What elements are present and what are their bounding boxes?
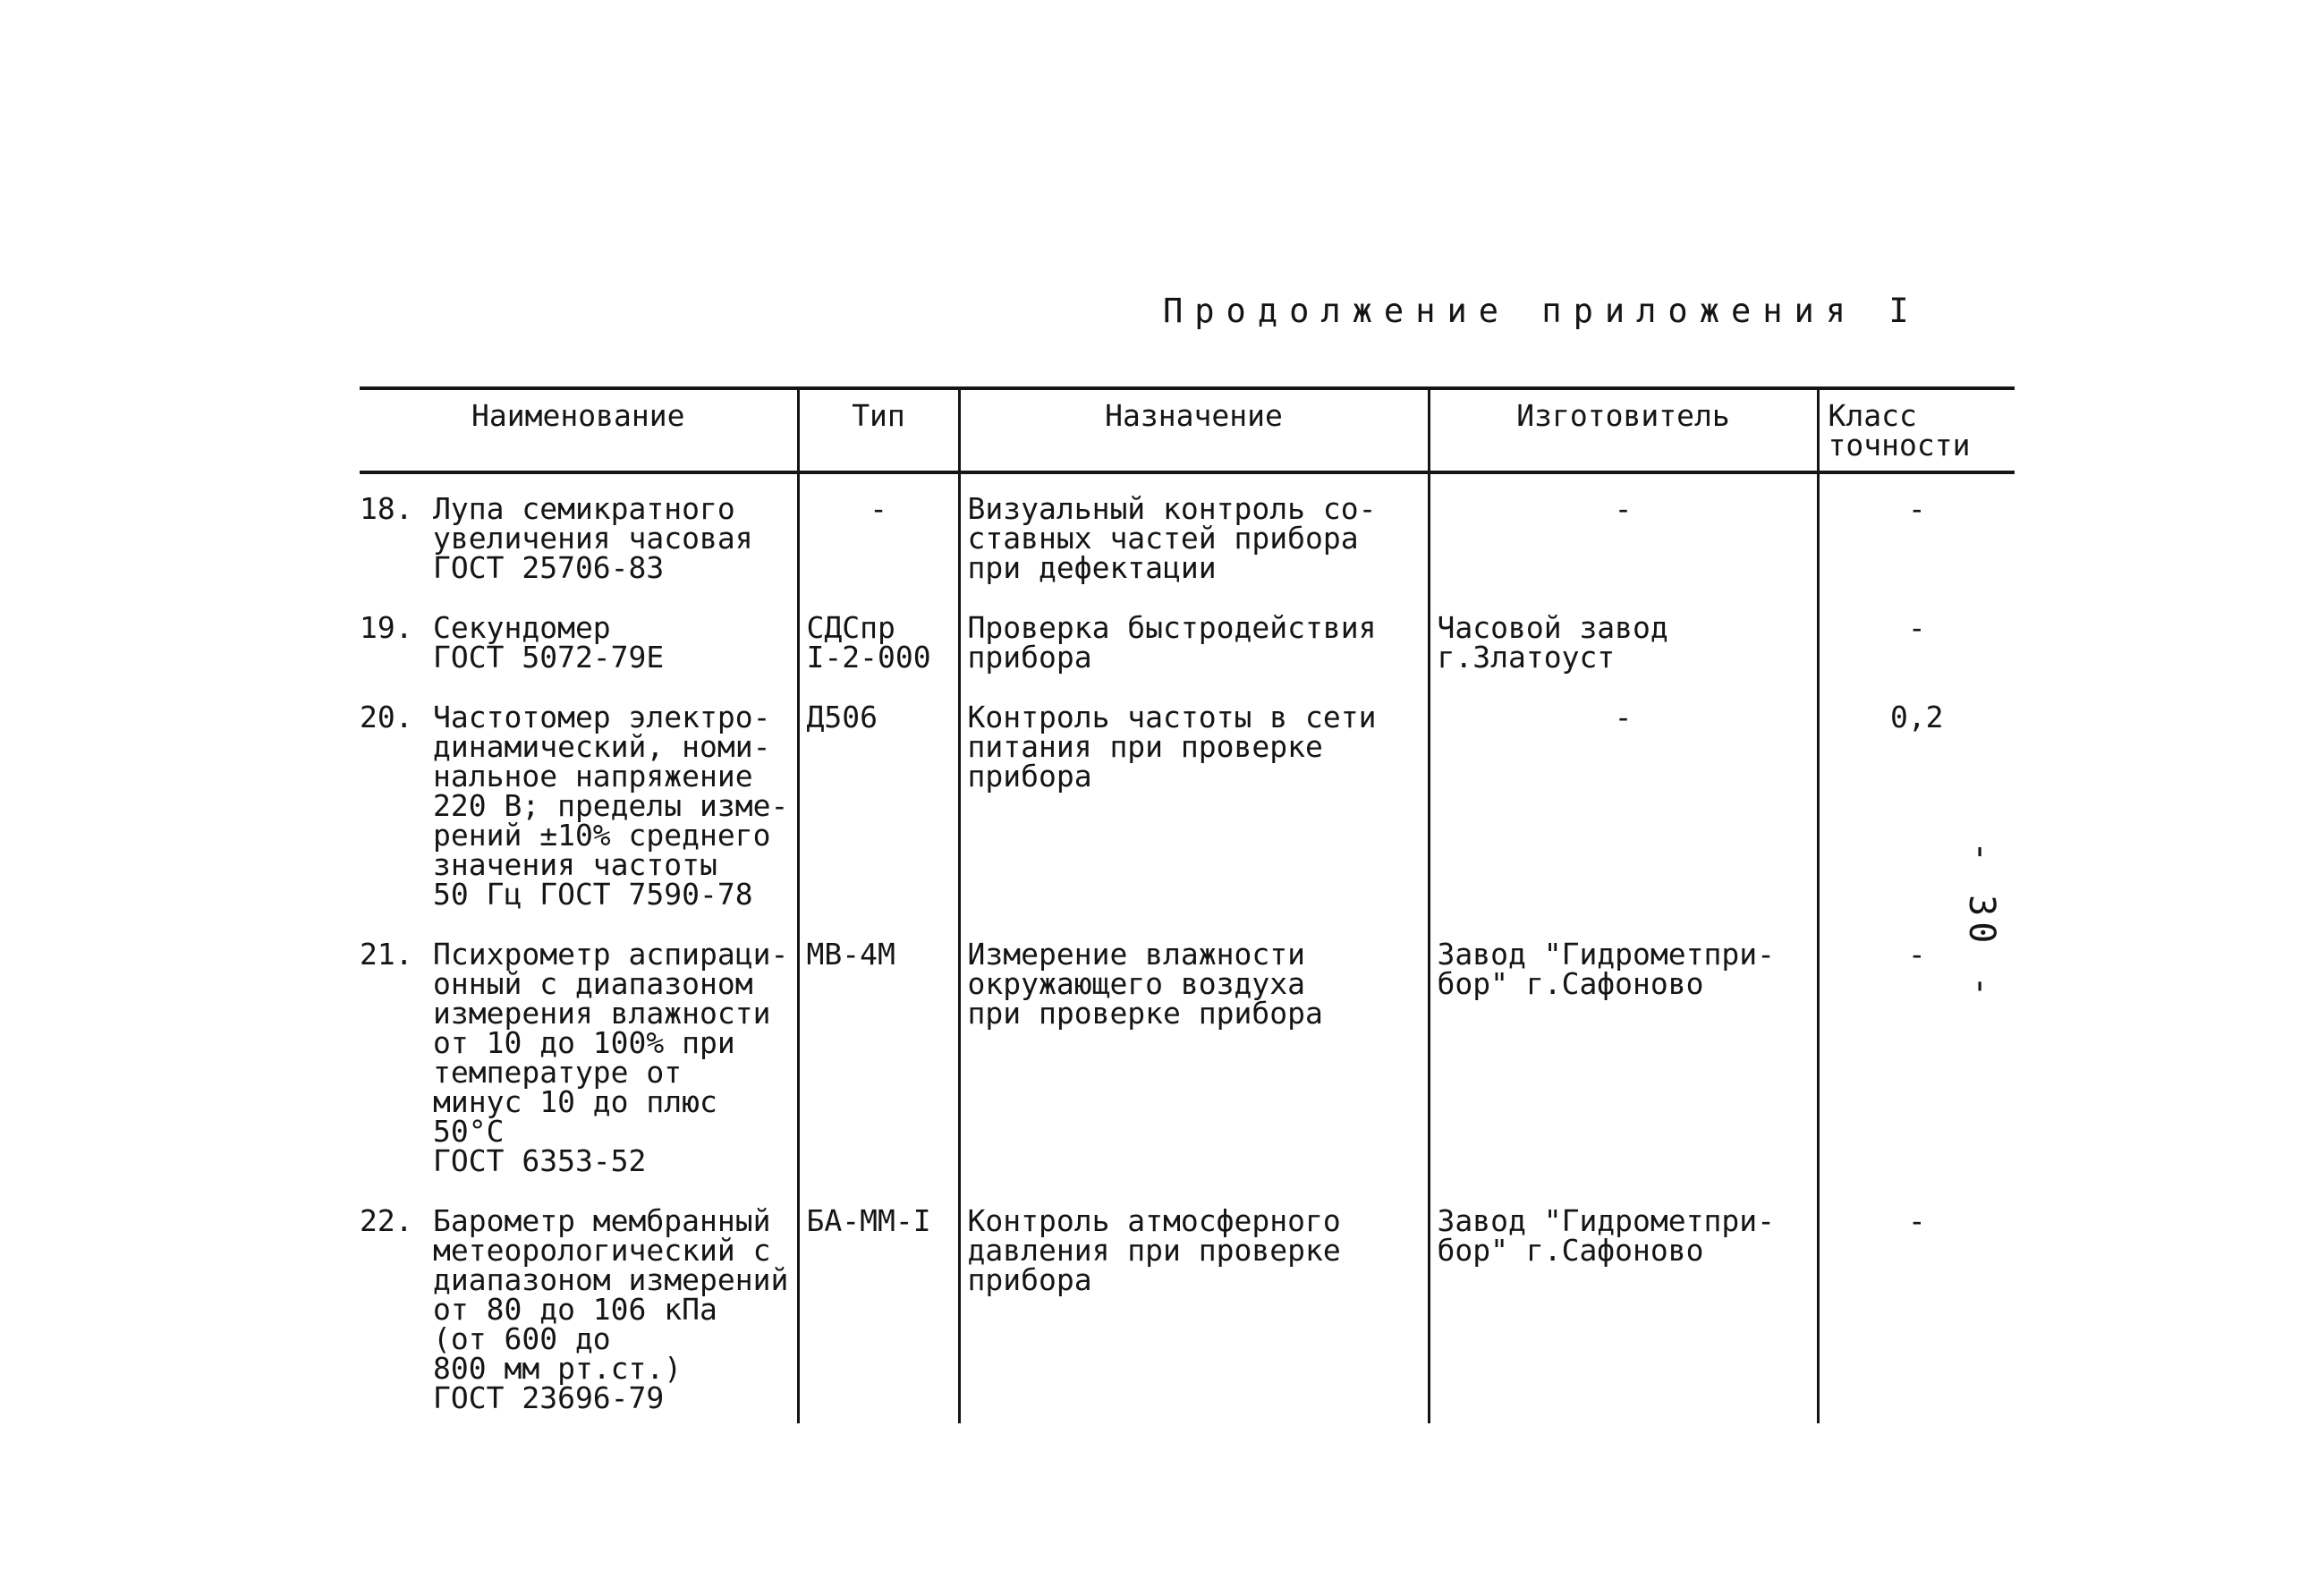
cell-accuracy: - (1818, 1186, 2015, 1423)
table-row (360, 593, 2015, 683)
cell-accuracy: 0,2 (1818, 683, 2015, 920)
header-accuracy: Класс точности (1818, 388, 2015, 472)
header-type: Тип (798, 388, 959, 472)
cell-manufacturer: Завод "Гидрометпри- бор" г.Сафоново (1429, 920, 1818, 1186)
cell-purpose: Визуальный контроль со- ставных частей прибора при дефектации (959, 472, 1429, 593)
cell-type: БА-ММ-I (798, 1186, 959, 1423)
cell-manufacturer: - (1429, 683, 1818, 920)
header-manufacturer: Изготовитель (1429, 388, 1818, 472)
page-heading: Продолжение приложения I (1163, 292, 1921, 330)
cell-accuracy: - (1818, 472, 2015, 593)
table-row (360, 472, 2015, 593)
cell-accuracy: - (1818, 593, 2015, 683)
item-number: 21. (360, 937, 413, 972)
header-name: Наименование (360, 388, 798, 472)
cell-name (360, 1186, 798, 1423)
table-row (360, 920, 2015, 1186)
header-purpose: Назначение (959, 388, 1429, 472)
item-number: 20. (360, 700, 413, 734)
item-name: Частотомер электро- динамический, номи- нальное напряжение 220 В; пределы изме- рений ±10% среднего значения частоты 50 Гц ГОСТ 7590-78 (433, 700, 789, 912)
cell-purpose: Контроль частоты в сети питания при проверке прибора (959, 683, 1429, 920)
cell-manufacturer: Завод "Гидрометпри- бор" г.Сафоново (1429, 1186, 1818, 1423)
cell-accuracy: - (1818, 920, 2015, 1186)
cell-manufacturer: Часовой завод г.Златоуст (1429, 593, 1818, 683)
page-number: - 30 - (1961, 841, 2002, 1003)
cell-purpose: Проверка быстродействия прибора (959, 593, 1429, 683)
table-header-row (360, 388, 2015, 472)
item-number: 18. (360, 491, 413, 526)
cell-name (360, 683, 798, 920)
item-name: Лупа семикратного увеличения часовая ГОСТ 25706-83 (433, 491, 753, 585)
table-row (360, 1186, 2015, 1423)
cell-name (360, 593, 798, 683)
item-name: Секундомер ГОСТ 5072-79Е (433, 610, 665, 675)
instruments-table (360, 386, 2015, 1423)
cell-type: - (798, 472, 959, 593)
cell-name (360, 472, 798, 593)
item-name: Психрометр аспираци- онный с диапазоном измерения влажности от 10 до 100% при температуре от минус 10 до плюс 50°С ГОСТ 6353-52 (433, 937, 789, 1178)
table-row (360, 683, 2015, 920)
cell-manufacturer: - (1429, 472, 1818, 593)
item-number: 19. (360, 610, 413, 645)
item-name: Барометр мембранный метеорологический с диапазоном измерений от 80 до 106 кПа (от 600 до 800 мм рт.ст.) ГОСТ 23696-79 (433, 1203, 789, 1415)
cell-purpose: Измерение влажности окружающего воздуха при проверке прибора (959, 920, 1429, 1186)
cell-type: СДСпр I-2-000 (798, 593, 959, 683)
cell-type: Д506 (798, 683, 959, 920)
cell-purpose: Контроль атмосферного давления при проверке прибора (959, 1186, 1429, 1423)
cell-name (360, 920, 798, 1186)
item-number: 22. (360, 1203, 413, 1238)
cell-type: МВ-4М (798, 920, 959, 1186)
